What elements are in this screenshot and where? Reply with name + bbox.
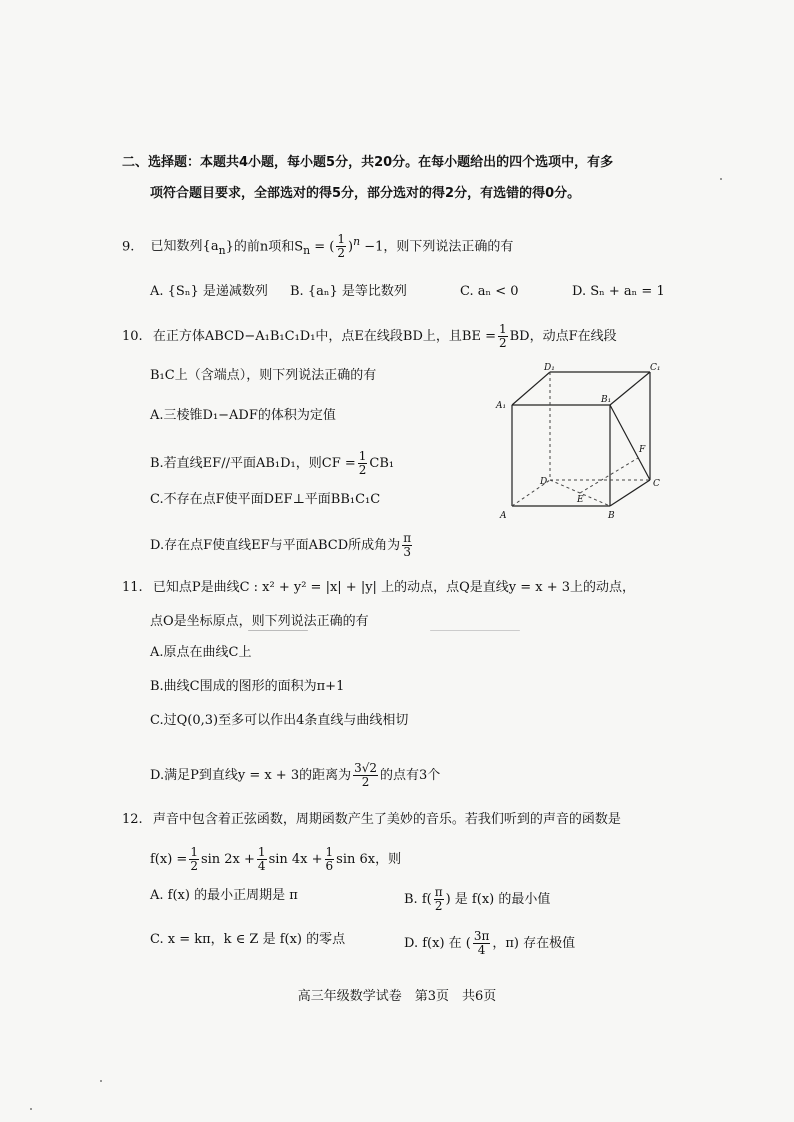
label-c1: C₁ — [650, 363, 661, 373]
q12-option-d — [404, 930, 575, 957]
q11-option-a: A.原点在曲线C上 — [150, 645, 252, 660]
q12-option-a: A. f(x) 的最小正周期是 π — [150, 888, 298, 903]
q12-term-1: sin 2x + — [200, 852, 255, 867]
edge-a1-d1 — [512, 372, 550, 405]
q12-option-b-tail: ) 是 f(x) 的最小值 — [445, 892, 551, 907]
q11-option-d-text: D.满足P到直线y = x + 3的距离为 — [150, 768, 352, 783]
q10-option-b-tail: CB₁ — [369, 456, 395, 471]
q12-option-d-fraction: $\frac{3\pi}{4}$ — [473, 929, 490, 957]
cube-diagram — [490, 362, 670, 524]
q12-term-3: sin 6x，则 — [336, 852, 402, 867]
q10-stem-line2: B₁C上（含端点），则下列说法正确的有 — [150, 368, 377, 383]
q12-frac-1: $\frac{1}{2}$ — [190, 845, 198, 873]
scan-speck — [430, 630, 520, 631]
q9-option-a: A. {Sₙ} 是递减数列 — [150, 284, 268, 299]
scan-speck — [720, 178, 722, 180]
q11-option-d-fraction: $\frac{3√2}{2}$ — [354, 761, 378, 789]
edge-b1-c1 — [610, 372, 650, 405]
scan-speck — [30, 1108, 32, 1110]
q9-stem-part-b: }的前n项和S — [225, 239, 304, 255]
q10-option-d-text: D.存在点F使直线EF与平面ABCD所成角为 — [150, 538, 401, 553]
q10-option-d — [150, 532, 414, 559]
q11-option-c: C.过Q(0,3)至多可以作出4条直线与曲线相切 — [150, 713, 409, 728]
label-b1: B₁ — [601, 395, 612, 405]
q9-option-b: B. {aₙ} 是等比数列 — [290, 284, 407, 299]
q12-term-2: sin 4x + — [268, 852, 323, 867]
label-b: B — [608, 511, 615, 521]
section-header-line1: 二、选择题：本题共4小题，每小题5分，共20分。在每小题给出的四个选项中，有多 — [122, 155, 614, 170]
scan-speck — [248, 630, 308, 631]
q11-stem-line1 — [122, 578, 635, 598]
q12-option-b — [404, 886, 550, 913]
q10-number: 10. — [122, 329, 143, 344]
q12-stem-part1: 声音中包含着正弦函数，周期函数产生了美妙的音乐。若我们听到的声音的函数是 — [152, 812, 621, 827]
label-d: D — [540, 477, 548, 487]
q12-option-d-text: D. f(x) 在 ( — [404, 936, 471, 951]
label-a1: A₁ — [496, 401, 507, 411]
q11-option-d-tail: 的点有3个 — [380, 768, 441, 783]
q11-option-d — [150, 762, 440, 789]
q9-option-c: C. aₙ < 0 — [460, 284, 519, 299]
q12-option-c: C. x = kπ，k ∈ Z 是 f(x) 的零点 — [150, 932, 346, 947]
q9-option-d: D. Sₙ + aₙ = 1 — [572, 284, 665, 299]
q11-stem-line2: 点O是坐标原点，则下列说法正确的有 — [150, 614, 369, 629]
label-a: A — [500, 511, 507, 521]
q12-stem-line1 — [122, 810, 621, 830]
q9-half-fraction: $\frac{1}{2}$ — [337, 232, 345, 261]
cube-figure — [490, 362, 670, 524]
q10-option-c: C.不存在点F使平面DEF⊥平面BB₁C₁C — [150, 492, 381, 507]
q12-function-lhs: f(x) = — [150, 852, 188, 867]
page-footer: 高三年级数学试卷 第3页 共6页 — [297, 989, 497, 1004]
q12-option-b-text: B. f( — [404, 892, 432, 907]
q9-stem-part-c: = ( — [314, 239, 335, 255]
q9-number: 9. — [122, 239, 135, 255]
q11-stem-part1: 已知点P是曲线C : x² + y² = |x| + |y| 上的动点，点Q是直线y = x + 3上的动点， — [152, 580, 635, 595]
q9-stem: 9. 已知数列$\{a_n\}$的前n项和$S_n$ = ( $\frac{1}{2}$ )$^n$ −1，则下列说法正确的有 — [122, 232, 514, 261]
q10-option-b — [150, 450, 394, 477]
label-d1: D₁ — [544, 363, 555, 373]
q12-frac-3: $\frac{1}{6}$ — [325, 845, 334, 873]
label-f: F — [639, 445, 646, 455]
q10-stem-part1: 在正方体ABCD−A₁B₁C₁D₁中，点E在线段BD上，且BE = — [152, 329, 496, 344]
q12-option-d-tail: ，π) 存在极值 — [492, 936, 576, 951]
q12-frac-2: $\frac{1}{4}$ — [257, 845, 266, 873]
q10-fraction: $\frac{1}{2}$ — [498, 322, 507, 350]
q11-number: 11. — [122, 580, 143, 595]
edge-b-c — [610, 480, 650, 506]
q10-stem-line1 — [122, 323, 617, 350]
segment-b1-c — [610, 405, 650, 480]
q10-option-d-fraction: $\frac{\pi}{3}$ — [403, 531, 412, 559]
q9-stem-part-e: −1，则下列说法正确的有 — [364, 239, 514, 255]
q12-option-b-fraction: $\frac{\pi}{2}$ — [434, 885, 443, 913]
q10-option-a: A.三棱锥D₁−ADF的体积为定值 — [150, 408, 336, 423]
q10-option-b-fraction: $\frac{1}{2}$ — [358, 449, 367, 477]
q12-function — [150, 846, 401, 873]
q10-option-b-text: B.若直线EF//平面AB₁D₁，则CF = — [150, 456, 356, 471]
q12-number: 12. — [122, 812, 143, 827]
label-e: E — [577, 495, 584, 505]
hidden-segment-e-f — [580, 458, 638, 493]
section-header-line2: 项符合题目要求，全部选对的得5分，部分选对的得2分，有选错的得0分。 — [150, 186, 581, 201]
q11-option-b: B.曲线C围成的图形的面积为π+1 — [150, 679, 345, 694]
q10-stem-part2: BD，动点F在线段 — [509, 329, 617, 344]
q9-stem-part-a: 已知数列{a — [150, 239, 219, 255]
scan-speck — [100, 1080, 102, 1082]
label-c: C — [653, 479, 660, 489]
q9-stem-part-d: ) — [348, 239, 354, 255]
